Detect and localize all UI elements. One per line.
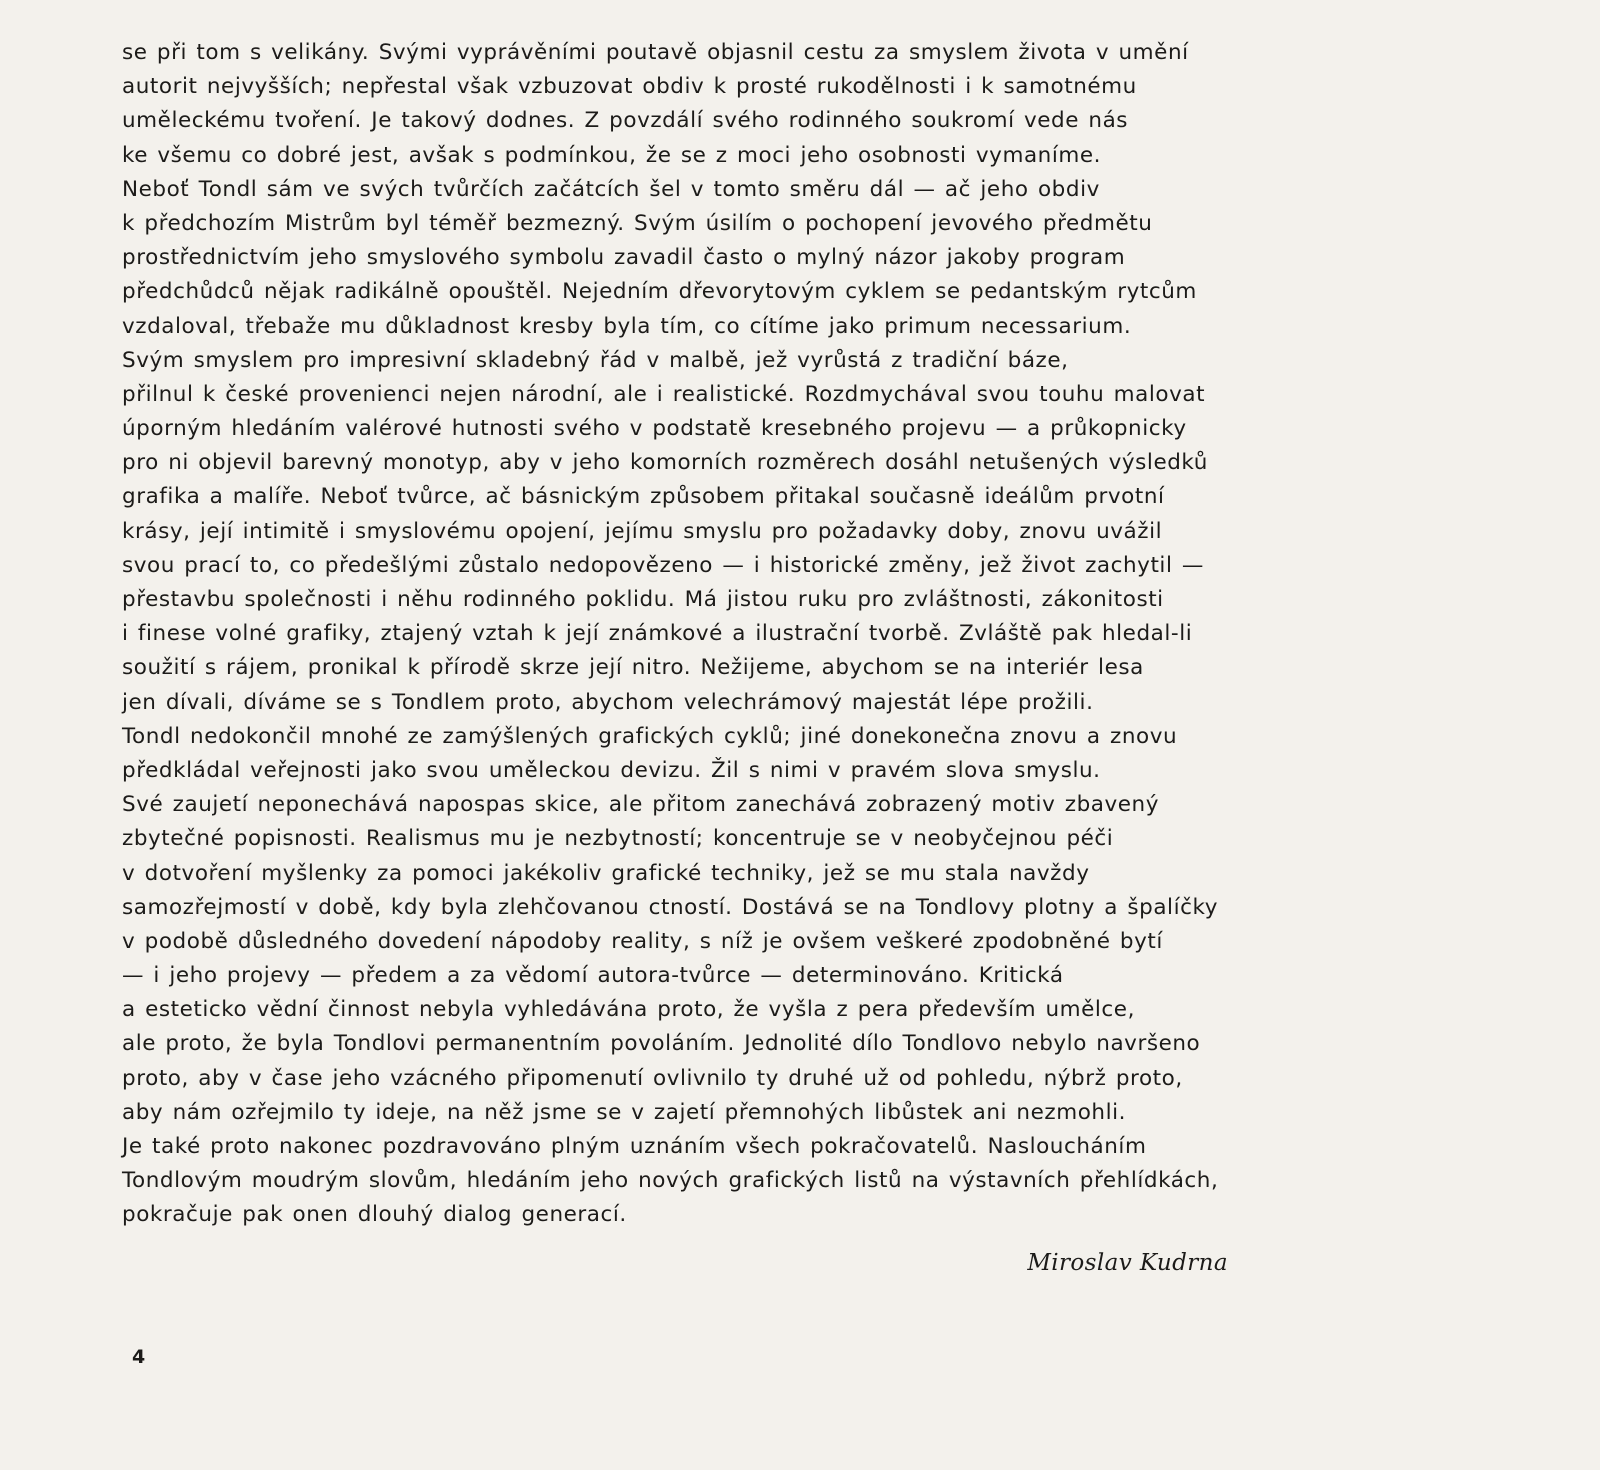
text-line: proto, aby v čase jeho vzácného připomenutí ovlivnilo ty druhé už od pohledu, nýbrž proto, xyxy=(122,1065,1183,1091)
text-line: grafika a malíře. Neboť tvůrce, ač básnickým způsobem přitakal současně ideálům prvotní xyxy=(122,484,1165,510)
text-line: samozřejmostí v době, kdy byla zlehčovanou ctností. Dostává se na Tondlovy plotny a špalíčky xyxy=(122,894,1218,920)
text-line: uměleckému tvoření. Je takový dodnes. Z povzdálí svého rodinného soukromí vede nás xyxy=(122,108,1129,134)
text-line: autorit nejvyšších; nepřestal však vzbuzovat obdiv k prosté rukodělnosti i k samotnému xyxy=(122,74,1137,100)
text-line: se při tom s velikány. Svými vyprávěními poutavě objasnil cestu za smyslem života v umění xyxy=(122,40,1189,65)
text-line: předchůdců nějak radikálně opouštěl. Nejedním dřevorytovým cyklem se pedantským rytcům xyxy=(122,279,1197,305)
text-line: Tondl nedokončil mnohé ze zamýšlených grafických cyklů; jiné donekonečna znovu a znovu xyxy=(122,723,1178,749)
text-line: pokračuje pak onen dlouhý dialog generací. xyxy=(122,1202,627,1228)
body-text xyxy=(122,36,1242,1233)
text-line: k předchozím Mistrům byl téměř bezmezný. Svým úsilím o pochopení jevového předmětu xyxy=(122,210,1153,236)
text-line: pro ni objevil barevný monotyp, aby v jeho komorních rozměrech dosáhl netušených výsledků xyxy=(122,450,1208,476)
text-line: zbytečné popisnosti. Realismus mu je nezbytností; koncentruje se v neobyčejnou péči xyxy=(122,826,1114,852)
text-line: Svým smyslem pro impresivní skladebný řád v malbě, jež vyrůstá z tradiční báze, xyxy=(122,347,1069,373)
text-line: vzdaloval, třebaže mu důkladnost kresby byla tím, co cítíme jako primum necessarium. xyxy=(122,313,1132,339)
text-line: aby nám ozřejmilo ty ideje, na něž jsme se v zajetí přemnohých libůstek ani nezmohli. xyxy=(122,1099,1127,1125)
text-line: Tondlovým moudrým slovům, hledáním jeho nových grafických listů na výstavních přehlídkách, xyxy=(122,1168,1219,1194)
text-line: jen dívali, díváme se s Tondlem proto, abychom velechrámový majestát lépe prožili. xyxy=(122,689,1094,715)
text-line: úporným hledáním valérové hutnosti svého v podstatě kresebného projevu — a průkopnicky xyxy=(122,416,1187,442)
text-line: prostřednictvím jeho smyslového symbolu zavadil často o mylný názor jakoby program xyxy=(122,245,1126,271)
page-number: 4 xyxy=(132,1346,146,1368)
text-line: předkládal veřejnosti jako svou uměleckou devizu. Žil s nimi v pravém slova smyslu. xyxy=(122,757,1101,783)
text-line: v podobě důsledného dovedení nápodoby reality, s níž je ovšem veškeré zpodobněné bytí xyxy=(122,928,1163,954)
text-line: ke všemu co dobré jest, avšak s podmínkou, že se z moci jeho osobnosti vymaníme. xyxy=(122,142,1102,168)
text-line: Neboť Tondl sám ve svých tvůrčích začátcích šel v tomto směru dál — ač jeho obdiv xyxy=(122,176,1100,202)
text-line: ale proto, že byla Tondlovi permanentním povoláním. Jednolité dílo Tondlovo nebylo navršeno xyxy=(122,1031,1201,1057)
text-line: svou prací to, co předešlými zůstalo nedopovězeno — i historické změny, jež život zachytil — xyxy=(122,552,1204,578)
text-line: a esteticko vědní činnost nebyla vyhledávána proto, že vyšla z pera především umělce, xyxy=(122,997,1135,1023)
text-line: přilnul k české provenienci nejen národní, ale i realistické. Rozdmychával svou touhu malovat xyxy=(122,381,1206,407)
text-line: i finese volné grafiky, ztajený vztah k její známkové a ilustrační tvorbě. Zvláště pak hledal-li xyxy=(122,621,1193,647)
text-line: — i jeho projevy — předem a za vědomí autora-tvůrce — determinováno. Kritická xyxy=(122,963,1064,989)
text-line: soužití s rájem, pronikal k přírodě skrze její nitro. Nežijeme, abychom se na interiér lesa xyxy=(122,655,1144,681)
text-line: Je také proto nakonec pozdravováno plným uznáním všech pokračovatelů. Nasloucháním xyxy=(122,1134,1147,1159)
text-line: přestavbu společnosti i něhu rodinného poklidu. Má jistou ruku pro zvláštnosti, zákonitosti xyxy=(122,587,1164,612)
text-line: v dotvoření myšlenky za pomoci jakékoliv grafické techniky, jež se mu stala navždy xyxy=(122,860,1090,886)
text-line: Své zaujetí neponechává napospas skice, ale přitom zanechává zobrazený motiv zbavený xyxy=(122,792,1159,818)
text-line: krásy, její intimitě i smyslovému opojení, jejímu smyslu pro požadavky doby, znovu uvážil xyxy=(122,518,1163,544)
author-signature: Miroslav Kudrna xyxy=(1027,1250,1228,1276)
